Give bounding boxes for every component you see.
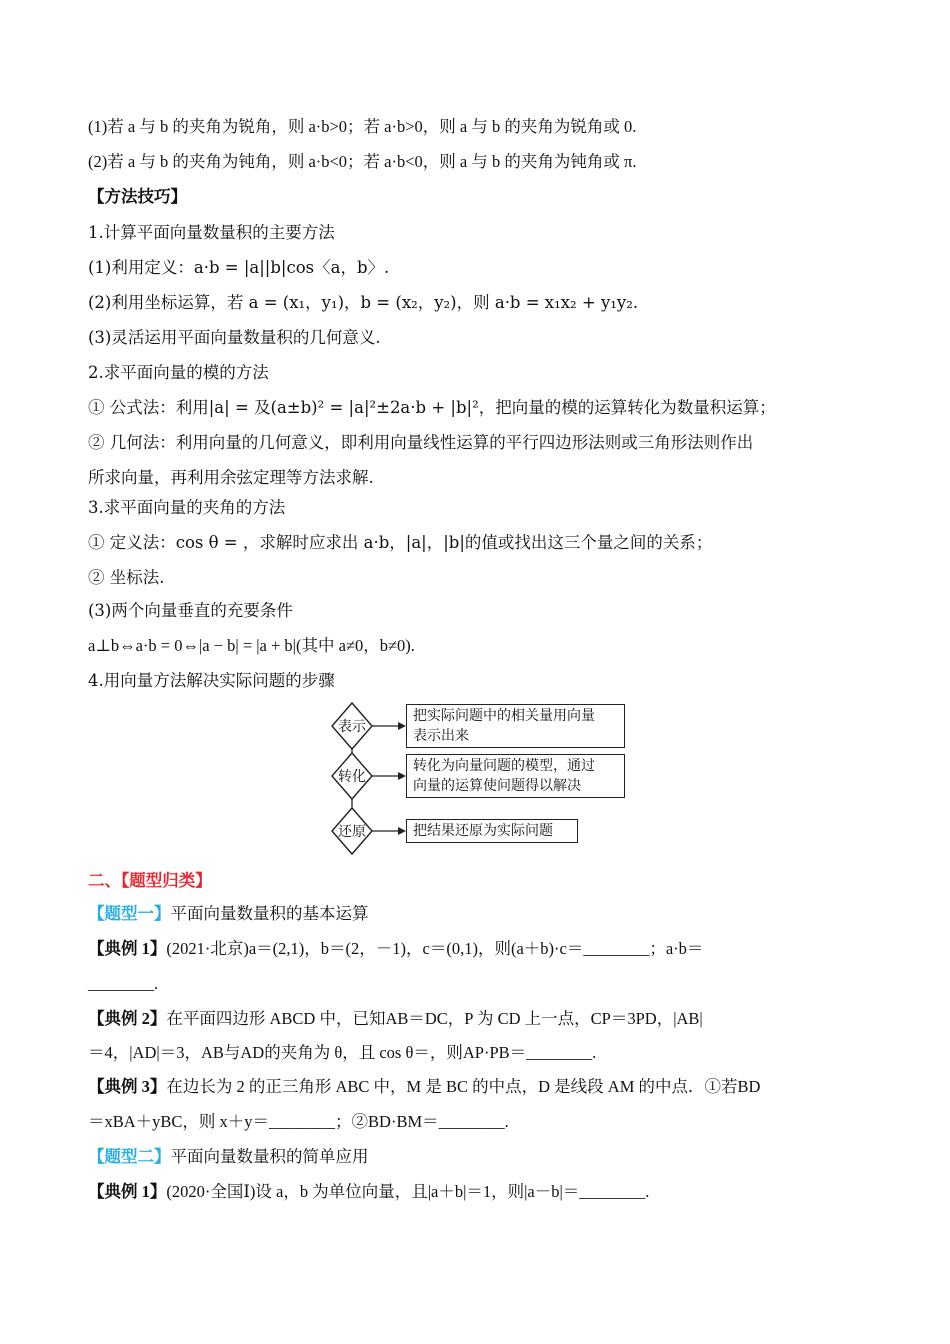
text-line: ② 几何法：利用向量的几何意义，即利用向量线性运算的平行四边形法则或三角形法则作出 [88,433,754,452]
example-line [88,1008,703,1030]
example-text: (2020·全国Ⅰ)设 a，b 为单位向量，且|a＋b|＝1，则|a－b|＝________. [166,1182,650,1201]
text-line: ① 定义法：cos θ = ，求解时应求出 a·b，|a|，|b|的值或找出这三个量之间的关系； [88,533,713,552]
step-text: 向量的运算使问题得以解决 [413,778,581,794]
step-label: 表示 [338,719,366,735]
text-line: (1)利用定义：a·b = |a||b|cos〈a，b〉. [88,258,390,277]
text-line: (3)灵活运用平面向量数量积的几何意义. [88,328,381,347]
step-text: 把实际问题中的相关量用向量 [413,708,595,724]
arrow-head [398,772,406,780]
text-line: a⊥b⇔a·b = 0⇔|a − b| = |a + b|(其中 a≠0，b≠0). [88,636,415,655]
section-heading: 二、【题型归类】 [88,871,212,890]
example-line [88,938,703,960]
step-box [406,704,625,748]
example-line: ________. [88,974,159,993]
text-line: 3.求平面向量的夹角的方法 [88,498,286,517]
type-title: 平面向量数量积的简单应用 [170,1147,369,1166]
type-title: 平面向量数量积的基本运算 [170,904,369,923]
example-tag: 【典例 3】 [88,1077,167,1096]
type-tag: 【题型一】 [88,904,171,923]
text-line: 1.计算平面向量数量积的主要方法 [88,223,335,242]
example-line: ＝4，|AD|＝3，AB与AD的夹角为 θ，且 cos θ＝，则AP·PB＝________. [88,1043,597,1062]
step-text: 表示出来 [413,728,469,744]
example-tag: 【典例 1】 [88,1182,167,1201]
text-line: (2)若 a 与 b 的夹角为钝角，则 a·b<0；若 a·b<0，则 a 与 b 的夹角为钝角或 π. [88,152,637,171]
type-one-line [88,903,369,925]
text-line: ② 坐标法. [88,568,165,587]
arrow-head [398,722,406,730]
step-label: 转化 [338,769,366,785]
text-line: (2)利用坐标运算，若 a = (x₁，y₁)，b = (x₂，y₂)，则 a·b = x₁x₂ + y₁y₂. [88,293,639,312]
example-tag: 【典例 1】 [88,939,167,958]
step-text: 把结果还原为实际问题 [413,823,553,839]
example-text: 在边长为 2 的正三角形 ABC 中，M 是 BC 的中点，D 是线段 AM 的中点．①若BD [166,1077,761,1096]
text-line: 2.求平面向量的模的方法 [88,363,269,382]
step-label: 还原 [338,824,366,840]
example-text: (2021·北京)a＝(2,1)，b＝(2，－1)，c＝(0,1)，则(a＋b)·c＝________；a·b＝ [166,939,704,958]
text-line: 4.用向量方法解决实际问题的步骤 [88,671,335,690]
text-line: (3)两个向量垂直的充要条件 [88,601,293,620]
flowchart [320,698,640,858]
type-two-line [88,1146,369,1168]
example-line [88,1181,649,1203]
step-box [406,819,578,843]
example-line [88,1076,760,1098]
step-box [406,754,625,798]
text-line: ① 公式法：利用|a| = 及(a±b)² = |a|²±2a·b + |b|²，把向量的模的运算转化为数量积运算； [88,398,776,417]
text-line: (1)若 a 与 b 的夹角为锐角，则 a·b>0；若 a·b>0，则 a 与 b 的夹角为锐角或 0. [88,117,637,136]
example-line: ＝xBA＋yBC，则 x＋y＝________；②BD·BM＝________. [88,1112,509,1131]
example-text: 在平面四边形 ABCD 中，已知AB＝DC，P 为 CD 上一点，CP＝3PD，|AB| [166,1009,703,1028]
type-tag: 【题型二】 [88,1147,171,1166]
text-line: 所求向量，再利用余弦定理等方法求解. [88,468,374,487]
example-tag: 【典例 2】 [88,1009,167,1028]
arrow-head [398,827,406,835]
method-heading: 【方法技巧】 [88,187,187,206]
step-text: 转化为向量问题的模型，通过 [413,758,595,774]
